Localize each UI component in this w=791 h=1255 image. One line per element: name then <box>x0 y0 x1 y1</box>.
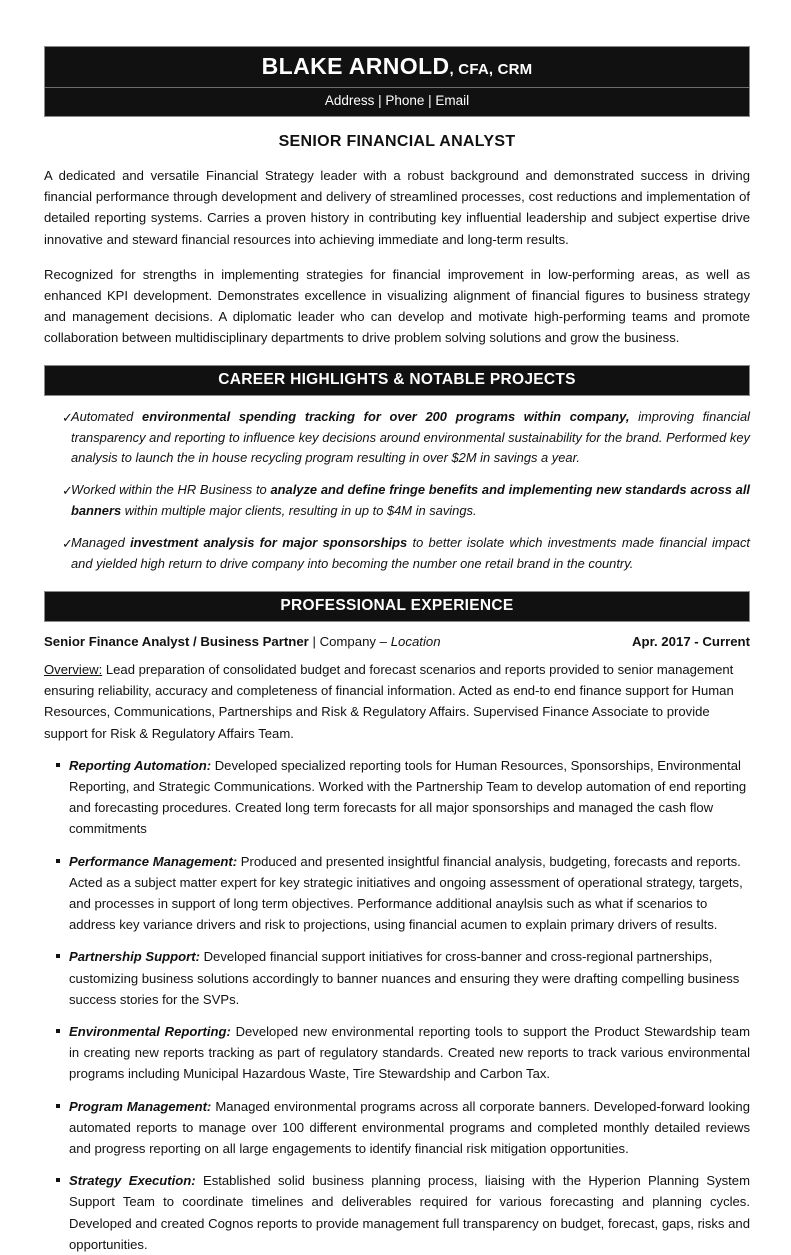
candidate-name: BLAKE ARNOLD <box>261 53 450 79</box>
checkmark-icon: ✓ <box>62 409 73 425</box>
overview-label: Overview: <box>44 661 103 677</box>
highlight-bold: investment analysis for major sponsorships <box>130 535 408 551</box>
list-item <box>44 533 750 575</box>
bullet-text <box>69 851 750 936</box>
highlight-pre: Managed <box>71 535 131 551</box>
contact-band <box>45 88 749 116</box>
resume-content <box>44 46 750 1255</box>
square-bullet-icon <box>44 946 69 967</box>
summary-paragraph: Recognized for strengths in implementing strategies for financial improvement in low-performing areas, as well as enhanced KPI development. Demonstrates excellence in visualizing alignment of financial figures to business strategy and management decisions. A diplomatic leader who can develop and motivate high-performing teams and promote collaboration between multidisciplinary departments to drive problem solving solutions and grow the business. <box>44 266 750 346</box>
bullet-body: Produced and presented insightful financial analysis, budgeting, forecasts and reports. Acted as a subject matter expert for key strategic initiatives and ongoing assessment of operational strategy, targets, and processes in support of long term objectives. Performance additional anaylsis such as what if scenarios to address key variance drivers and risk to projections, using financial acumen to explain primary drivers of results. <box>69 853 743 933</box>
square-bullet-icon <box>44 1021 69 1042</box>
summary-paragraph: A dedicated and versatile Financial Strategy leader with a robust background and demonstrated success in driving financial performance through development and delivery of streamlined processes, cost reductions and implementation of detailed reporting systems. Carries a proven history in contributing key influential leadership and subject expertise drive innovative and steward financial resources into achieving immediate and long-term results. <box>44 168 750 247</box>
square-bullet-icon <box>44 1170 69 1191</box>
highlight-post: improving financial transparency and reporting to influence key decisions around environmental sustainability for the brand. Performed key analysis to launch the in house recycling program resulting in over $2M in savings a year. <box>71 408 750 466</box>
list-item <box>44 755 750 840</box>
bullet-body: Established solid business planning process, liaising with the Hyperion Planning System Support Team to coordinate timelines and deliverables required for various forecasting and planning cycles. Developed and created Cognos reports to provide management full transparency on budget, forecast, gaps, risks and opportunities. <box>69 1173 750 1252</box>
highlight-post: to better isolate which investments made financial impact and yielded high return to drive company into becoming the number one retail brand in the country. <box>71 535 750 572</box>
bullet-text <box>69 755 750 840</box>
highlight-text <box>71 533 750 575</box>
bullet-label: Reporting Automation: <box>69 757 212 773</box>
job-overview <box>44 659 750 744</box>
name-band <box>45 47 749 88</box>
square-bullet-icon <box>44 1096 69 1117</box>
bullet-body: Managed environmental programs across all corporate banners. Developed-forward looking automated reports to manage over 100 different environmental programs and completed monthly detailed reviews and progress reporting on all large engagements to identify financial risk mitigation opportunities. <box>69 1098 750 1157</box>
job-title: Senior Finance Analyst / Business Partner <box>44 633 309 649</box>
bullet-label: Program Management: <box>69 1098 212 1114</box>
bullet-label: Partnership Support: <box>69 949 200 965</box>
job-company: Company – <box>319 633 391 649</box>
contact-line: Address | Phone | Email <box>324 93 470 108</box>
bullet-body: Developed new environmental reporting tools to support the Product Stewardship team in creating new reports tracking as part of regulatory standards. Created new reports to track various environmental programs including Municipal Hazardous Waste, Tire Stewardship and Carbon Tax. <box>69 1024 750 1082</box>
section-title: CAREER HIGHLIGHTS & NOTABLE PROJECTS <box>218 370 576 388</box>
list-item <box>44 407 750 470</box>
job-location: Location <box>390 633 441 649</box>
resume-header-block <box>44 46 750 117</box>
list-item <box>44 480 750 522</box>
overview-text: Lead preparation of consolidated budget and forecast scenarios and reports provided to senior management ensuring reliability, accuracy and completeness of financial information. Acted as end-to end finance support for Human Resources, Communications, Partnerships and Risk & Regulatory Affairs. Supervised Finance Associate to provide support for Risk & Regulatory Affairs Team. <box>44 661 734 741</box>
checkmark-icon: ✓ <box>62 483 73 499</box>
professional-summary <box>44 165 750 349</box>
bullet-text <box>69 1021 750 1085</box>
list-item <box>44 1096 750 1160</box>
highlight-pre: Worked within the HR Business to <box>71 482 271 498</box>
square-bullet-icon <box>44 755 69 776</box>
square-bullet-icon <box>44 851 69 872</box>
job-dates: Apr. 2017 - Current <box>632 633 750 649</box>
bullet-text <box>69 1170 750 1255</box>
highlight-bold: analyze and define fringe benefits and implementing new standards across all banners <box>71 482 750 519</box>
section-header-experience <box>44 591 750 622</box>
job-identity <box>44 634 441 649</box>
bullet-text <box>69 946 750 1010</box>
list-item <box>44 946 750 1010</box>
bullet-label: Strategy Execution: <box>69 1173 196 1189</box>
highlight-text <box>71 480 750 522</box>
bullet-body: Developed financial support initiatives for cross-banner and cross-regional partnerships, customizing business solutions accordingly to banner nuances and ensuring they were drafting compelling business success stories for the SVPs. <box>69 949 740 1007</box>
bullet-label: Performance Management: <box>69 853 238 869</box>
highlight-pre: Automated <box>71 408 143 424</box>
checkmark-icon: ✓ <box>62 536 73 552</box>
bullet-body: Developed specialized reporting tools for Human Resources, Sponsorships, Environmental Reporting, and Strategic Communications. Worked with the Partnership Team to develop automation of end reporting and forecasting procedures. Created long term forecasts for all major sponsorships and managed the cash flow commitments <box>69 757 747 837</box>
job-separator: | <box>308 633 320 649</box>
list-item <box>44 1021 750 1085</box>
list-item <box>44 1170 750 1255</box>
section-title: PROFESSIONAL EXPERIENCE <box>280 596 514 614</box>
job-header <box>44 634 750 649</box>
highlight-bold: environmental spending tracking for over 200 programs within company, <box>142 408 630 424</box>
candidate-credentials: , CFA, CRM <box>449 61 533 78</box>
highlight-post: within multiple major clients, resulting in up to $4M in savings. <box>121 503 477 519</box>
highlights-list <box>44 407 750 575</box>
highlight-text <box>71 407 750 470</box>
bullet-label: Environmental Reporting: <box>69 1024 231 1040</box>
list-item <box>44 851 750 936</box>
experience-bullets <box>44 755 750 1255</box>
bullet-text <box>69 1096 750 1160</box>
page-title: SENIOR FINANCIAL ANALYST <box>278 133 516 150</box>
section-header-highlights <box>44 365 750 396</box>
